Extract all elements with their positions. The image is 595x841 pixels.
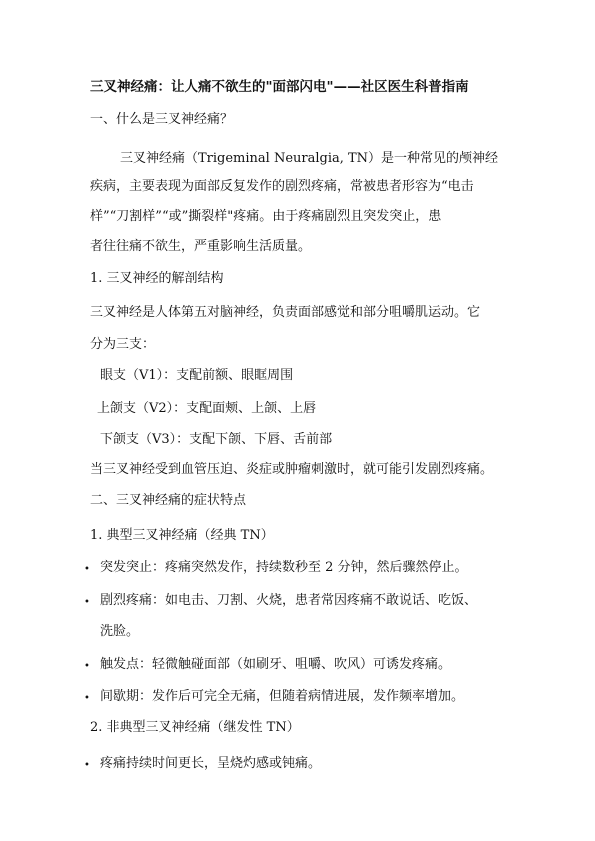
section-heading-symptoms: 二、三叉神经痛的症状特点 <box>90 493 247 508</box>
list-item: 触发点：轻微触碰面部（如刷牙、咀嚼、吹风）可诱发疼痛。 <box>100 657 452 672</box>
subsection-heading-typical: 1. 典型三叉神经痛（经典 TN） <box>90 528 274 543</box>
bullet-icon: • <box>84 661 90 672</box>
intro-line: 三叉神经痛（Trigeminal Neuralgia, TN）是一种常见的颅神经 <box>120 151 499 166</box>
list-item: 疼痛持续时间更长，呈烧灼感或钝痛。 <box>100 756 322 771</box>
branch-item-v1: 眼支（V1）：支配前额、眼眶周围 <box>100 368 294 383</box>
list-item: 间歇期：发作后可完全无痛，但随着病情进展，发作频率增加。 <box>100 689 465 704</box>
intro-line: 者往往痛不欲生，严重影响生活质量。 <box>90 239 312 254</box>
intro-line: 疾病，主要表现为面部反复发作的剧烈疼痛，常被患者形容为“电击 <box>90 179 474 194</box>
document-title: 三叉神经痛：让人痛不欲生的"面部闪电"——社区医生科普指南 <box>90 79 469 95</box>
bullet-icon: • <box>84 597 90 608</box>
list-item: 突发突止：疼痛突然发作，持续数秒至 2 分钟，然后骤然停止。 <box>100 560 468 575</box>
section-heading-what-is-tn: 一、什么是三叉神经痛？ <box>90 112 234 127</box>
anatomy-text-line: 三叉神经是人体第五对脑神经，负责面部感觉和部分咀嚼肌运动。它 <box>90 305 481 320</box>
list-item: 剧烈疼痛：如电击、刀割、火烧，患者常因疼痛不敢说话、吃饭、 <box>100 593 478 608</box>
anatomy-text-line: 分为三支： <box>90 337 156 352</box>
branch-item-v2: 上颌支（V2）：支配面颊、上颌、上唇 <box>97 401 317 416</box>
subsection-heading-anatomy: 1. 三叉神经的解剖结构 <box>90 271 224 286</box>
intro-line: 样”“刀割样”“或”撕裂样"疼痛。由于疼痛剧烈且突发突止，患 <box>90 209 442 224</box>
anatomy-conclusion: 当三叉神经受到血管压迫、炎症或肿瘤刺激时，就可能引发剧烈疼痛。 <box>90 462 494 477</box>
branch-item-v3: 下颌支（V3）：支配下颌、下唇、舌前部 <box>100 432 333 447</box>
bullet-icon: • <box>84 693 90 704</box>
bullet-icon: • <box>84 564 90 575</box>
subsection-heading-atypical: 2. 非典型三叉神经痛（继发性 TN） <box>90 720 300 735</box>
bullet-icon: • <box>84 760 90 771</box>
list-item-continuation: 洗脸。 <box>100 624 140 639</box>
